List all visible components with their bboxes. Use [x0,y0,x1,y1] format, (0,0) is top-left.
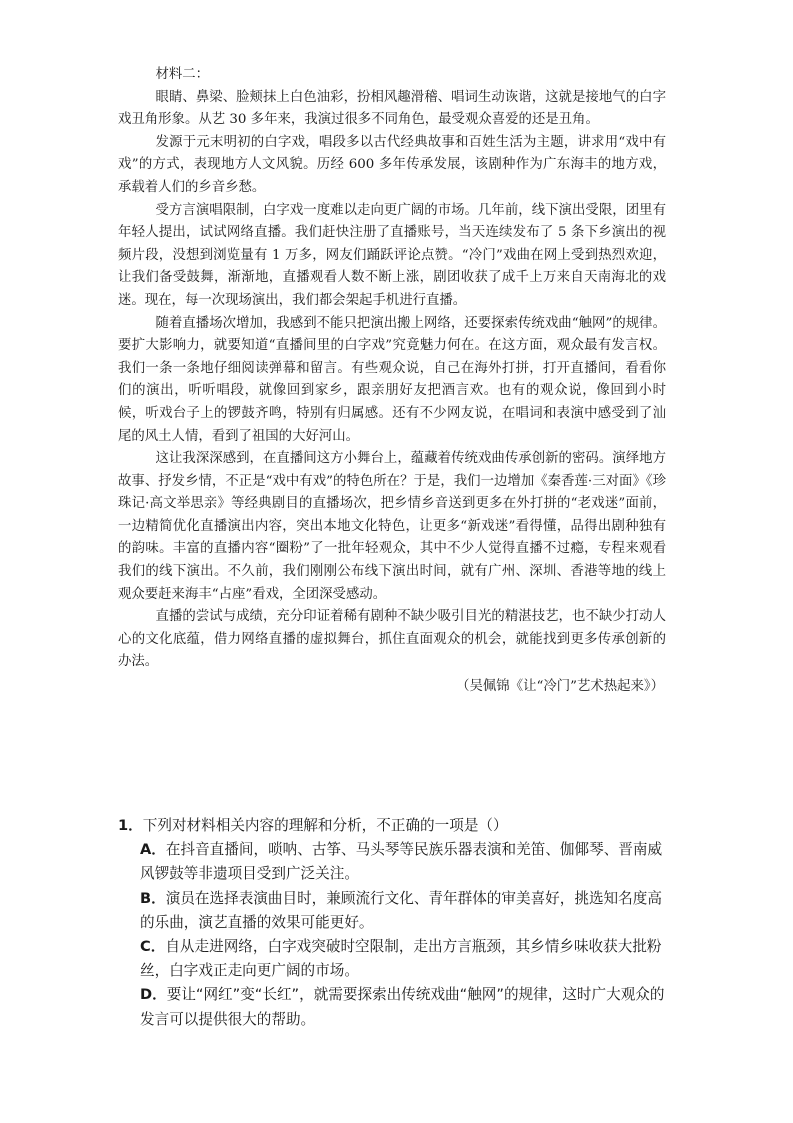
reading-material [118,64,666,699]
option-a[interactable] [118,838,674,886]
material-paragraph: 随着直播场次增加，我感到不能只把演出搬上网络，还要探索传统戏曲“触网”的规律。要扩大影响力，就要知道“直播间里的白字戏”究竟魅力何在。在这方面，观众最有发言权。我们一条一条地仔细阅读弹幕和留言。有些观众说，自己在海外打拼，打开直播间，看看你们的演出，听听唱段，就像回到家乡，跟亲朋好友把酒言欢。也有的观众说，像回到小时候，听戏台子上的锣鼓齐鸣，特别有归属感。还有不少网友说，在唱词和表演中感受到了汕尾的风土人情，看到了祖国的大好河山。 [118,315,666,444]
option-d[interactable] [118,983,674,1031]
option-letter: B． [140,889,166,907]
material-paragraph: 直播的尝试与成绩，充分印证着稀有剧种不缺少吸引目光的精湛技艺，也不缺少打动人心的文化底蕴，借力网络直播的虚拟舞台，抓住直面观众的机会，就能找到更多传承创新的办法。 [118,609,666,670]
option-letter: D． [140,986,167,1004]
option-text: 演员在选择表演曲目时，兼顾流行文化、青年群体的审美喜好，挑选知名度高的乐曲，演艺直播的效果可能更好。 [140,889,662,931]
option-c[interactable] [118,935,674,983]
material-source: （吴佩锦《让“冷门”艺术热起来》） [456,679,664,695]
question-stem-text: 下列对材料相关内容的理解和分析，不正确的一项是（） [142,817,508,834]
question-stem [118,814,674,838]
option-letter: C． [140,938,166,956]
material-paragraph: 受方言演唱限制，白字戏一度难以走向更广阔的市场。几年前，线下演出受限，团里有年轻人提出，试试网络直播。我们赶快注册了直播账号，当天连续发布了 5 条下乡演出的视频片段，没想到浏览量有 1 万多，网友们踊跃评论点赞。“冷门”戏曲在网上受到热烈欢迎，让我们备受鼓舞，渐渐地，直播观看人数不断上涨，剧团收获了成千上万来自天南海北的戏迷。现在，每一次现场演出，我们都会架起手机进行直播。 [118,202,666,308]
material-paragraph: 这让我深深感到，在直播间这方小舞台上，蕴藏着传统戏曲传承创新的密码。演绎地方故事、抒发乡情，不正是“戏中有戏”的特色所在？于是，我们一边增加《秦香莲·三对面》《珍珠记·高文举思亲》等经典剧目的直播场次，把乡情乡音送到更多在外打拼的“老戏迷”面前，一边精简优化直播演出内容，突出本地文化特色，让更多“新戏迷”看得懂，品得出剧种独有的韵味。丰富的直播内容“圈粉”了一批年轻观众，其中不少人觉得直播不过瘾，专程来观看我们的线下演出。不久前，我们刚刚公布线下演出时间，就有广州、深圳、香港等地的线上观众要赶来海丰“占座”看戏，全团深受感动。 [118,451,666,602]
option-text: 要让“网红”变“长红”，就需要探索出传统戏曲“触网”的规律，这时广大观众的发言可以提供很大的帮助。 [140,986,665,1028]
material-paragraph: 发源于元末明初的白字戏，唱段多以古代经典故事和百姓生活为主题，讲求用“戏中有戏”的方式，表现地方人文风貌。历经 600 多年传承发展，该剧种作为广东海丰的地方戏，承载着人们的乡音乡愁。 [118,134,666,195]
option-text: 在抖音直播间，唢呐、古筝、马头琴等民族乐器表演和羌笛、伽倻琴、晋南威风锣鼓等非遗项目受到广泛关注。 [140,841,663,883]
option-b[interactable] [118,887,674,935]
question-1 [118,814,674,1032]
material-heading: 材料二： [155,67,210,82]
material-paragraph: 眼睛、鼻梁、脸颊抹上白色油彩，扮相风趣滑稽、唱词生动诙谐，这就是接地气的白字戏丑角形象。从艺 30 多年来，我演过很多不同角色，最受观众喜爱的还是丑角。 [118,89,666,128]
option-letter: A． [140,841,166,859]
option-text: 自从走进网络，白字戏突破时空限制，走出方言瓶颈，其乡情乡味收获大批粉丝，白字戏正走向更广阔的市场。 [140,938,662,980]
question-number: 1． [118,817,143,834]
